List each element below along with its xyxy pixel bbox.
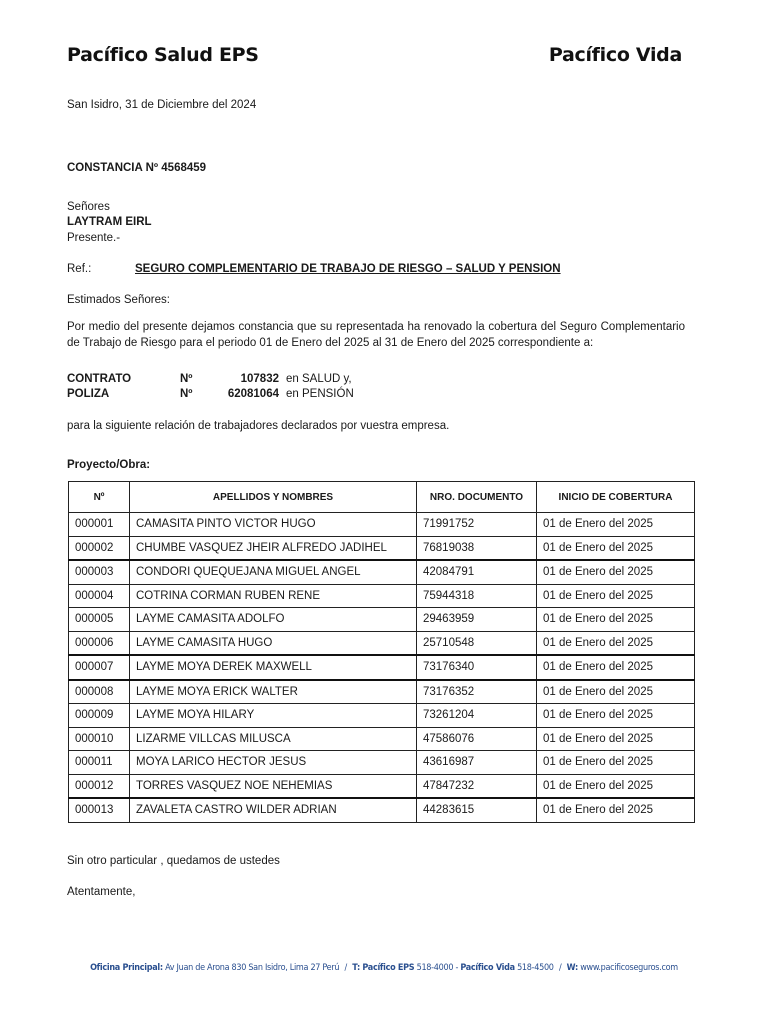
policy-no-sign: Nº xyxy=(180,388,193,400)
cell-number: 000004 xyxy=(69,584,130,608)
cell-name: LAYME MOYA HILARY xyxy=(130,704,417,728)
cell-name: TORRES VASQUEZ NOE NEHEMIAS xyxy=(130,774,417,798)
cell-name: CONDORI QUEQUEJANA MIGUEL ANGEL xyxy=(130,560,417,584)
table-row xyxy=(69,680,695,704)
policy-desc: en PENSIÓN xyxy=(286,388,354,400)
footer-separator: / xyxy=(558,963,562,973)
cell-coverage-start: 01 de Enero del 2025 xyxy=(537,608,695,632)
constancia-number: CONSTANCIA Nº 4568459 xyxy=(67,162,207,174)
footer-phone-eps: 518-4000 - xyxy=(416,963,459,973)
cell-name: CAMASITA PINTO VICTOR HUGO xyxy=(130,513,417,537)
cell-number: 000013 xyxy=(69,798,130,822)
footer-phone-vida: 518-4500 xyxy=(517,963,554,973)
cell-number: 000008 xyxy=(69,680,130,704)
table-row xyxy=(69,536,695,560)
cell-number: 000005 xyxy=(69,608,130,632)
cell-name: LIZARME VILLCAS MILUSCA xyxy=(130,727,417,751)
brand-logo-pacifico-salud-eps: Pacífico Salud EPS xyxy=(67,44,259,66)
table-row xyxy=(69,704,695,728)
contract-desc: en SALUD y, xyxy=(286,373,352,385)
project-label: Proyecto/Obra: xyxy=(67,459,151,471)
cell-number: 000003 xyxy=(69,560,130,584)
header-coverage-start: INICIO DE COBERTURA xyxy=(537,482,695,513)
cell-coverage-start: 01 de Enero del 2025 xyxy=(537,774,695,798)
cell-coverage-start: 01 de Enero del 2025 xyxy=(537,798,695,822)
footer-contact xyxy=(0,963,768,973)
table-row xyxy=(69,655,695,680)
table-row xyxy=(69,774,695,798)
sign-off: Atentamente, xyxy=(67,886,136,898)
contract-label: CONTRATO xyxy=(67,373,132,385)
contract-number: 107832 xyxy=(240,373,279,385)
cell-document: 43616987 xyxy=(417,751,537,775)
cell-document: 47847232 xyxy=(417,774,537,798)
cell-name: ZAVALETA CASTRO WILDER ADRIAN xyxy=(130,798,417,822)
cell-name: LAYME MOYA DEREK MAXWELL xyxy=(130,655,417,680)
cell-coverage-start: 01 de Enero del 2025 xyxy=(537,631,695,655)
greeting: Estimados Señores: xyxy=(67,294,170,306)
table-row xyxy=(69,513,695,537)
header-number: Nº xyxy=(69,482,130,513)
cell-number: 000007 xyxy=(69,655,130,680)
header-document: NRO. DOCUMENTO xyxy=(417,482,537,513)
cell-number: 000009 xyxy=(69,704,130,728)
table-row xyxy=(69,608,695,632)
cell-document: 42084791 xyxy=(417,560,537,584)
header-names: APELLIDOS Y NOMBRES xyxy=(130,482,417,513)
cell-document: 44283615 xyxy=(417,798,537,822)
cell-coverage-start: 01 de Enero del 2025 xyxy=(537,536,695,560)
policy-row xyxy=(67,388,387,402)
ref-subject: SEGURO COMPLEMENTARIO DE TRABAJO DE RIESGO – SALUD Y PENSION xyxy=(135,263,561,275)
cell-coverage-start: 01 de Enero del 2025 xyxy=(537,680,695,704)
cell-coverage-start: 01 de Enero del 2025 xyxy=(537,727,695,751)
cell-name: LAYME CAMASITA ADOLFO xyxy=(130,608,417,632)
salutation: Señores xyxy=(67,201,110,213)
footer-office-label: Oficina Principal: xyxy=(90,963,163,973)
cell-name: LAYME CAMASITA HUGO xyxy=(130,631,417,655)
table-row xyxy=(69,751,695,775)
cell-document: 71991752 xyxy=(417,513,537,537)
policy-label: POLIZA xyxy=(67,388,110,400)
contract-no-sign: Nº xyxy=(180,373,193,385)
table-row xyxy=(69,727,695,751)
contract-row xyxy=(67,373,387,387)
presente-text: Presente.- xyxy=(67,232,121,244)
footer-office-address: Av Juan de Arona 830 San Isidro, Lima 27 Perú xyxy=(165,963,340,973)
cell-document: 25710548 xyxy=(417,631,537,655)
body-paragraph: Por medio del presente dejamos constancia que su representada ha renovado la cobertura del Seguro Complementario de Trabajo de Riesgo para el periodo 01 de Enero del 2025 al 31 de Enero del 2025 correspondiente a: xyxy=(67,321,685,349)
cell-name: COTRINA CORMAN RUBEN RENE xyxy=(130,584,417,608)
brand-logo-pacifico-vida: Pacífico Vida xyxy=(548,44,682,66)
table-row xyxy=(69,584,695,608)
cell-document: 29463959 xyxy=(417,608,537,632)
footer-web-link[interactable]: www.pacificoseguros.com xyxy=(580,963,678,973)
workers-table xyxy=(68,481,695,823)
cell-document: 73261204 xyxy=(417,704,537,728)
cell-number: 000011 xyxy=(69,751,130,775)
cell-coverage-start: 01 de Enero del 2025 xyxy=(537,751,695,775)
closing-text: Sin otro particular , quedamos de ustedes xyxy=(67,855,280,867)
footer-vida-label: Pacífico Vida xyxy=(460,963,515,973)
table-row xyxy=(69,560,695,584)
cell-coverage-start: 01 de Enero del 2025 xyxy=(537,655,695,680)
cell-name: LAYME MOYA ERICK WALTER xyxy=(130,680,417,704)
policy-number: 62081064 xyxy=(227,388,279,400)
letter-date: San Isidro, 31 de Diciembre del 2024 xyxy=(67,99,257,111)
cell-coverage-start: 01 de Enero del 2025 xyxy=(537,560,695,584)
cell-document: 47586076 xyxy=(417,727,537,751)
footer-separator: / xyxy=(344,963,347,973)
cell-number: 000010 xyxy=(69,727,130,751)
footer-phone-label: T: Pacífico EPS xyxy=(352,963,415,973)
cell-document: 73176352 xyxy=(417,680,537,704)
relation-text: para la siguiente relación de trabajadores declarados por vuestra empresa. xyxy=(67,420,450,432)
cell-document: 73176340 xyxy=(417,655,537,680)
cell-document: 76819038 xyxy=(417,536,537,560)
cell-document: 75944318 xyxy=(417,584,537,608)
cell-number: 000002 xyxy=(69,536,130,560)
cell-name: MOYA LARICO HECTOR JESUS xyxy=(130,751,417,775)
table-row xyxy=(69,798,695,822)
cell-coverage-start: 01 de Enero del 2025 xyxy=(537,704,695,728)
company-name: LAYTRAM EIRL xyxy=(67,216,152,228)
cell-number: 000012 xyxy=(69,774,130,798)
table-row xyxy=(69,631,695,655)
cell-coverage-start: 01 de Enero del 2025 xyxy=(537,513,695,537)
table-header-row xyxy=(69,482,695,513)
cell-number: 000006 xyxy=(69,631,130,655)
ref-label: Ref.: xyxy=(67,263,92,275)
cell-name: CHUMBE VASQUEZ JHEIR ALFREDO JADIHEL xyxy=(130,536,417,560)
cell-coverage-start: 01 de Enero del 2025 xyxy=(537,584,695,608)
footer-web-label: W: xyxy=(566,963,578,973)
cell-number: 000001 xyxy=(69,513,130,537)
